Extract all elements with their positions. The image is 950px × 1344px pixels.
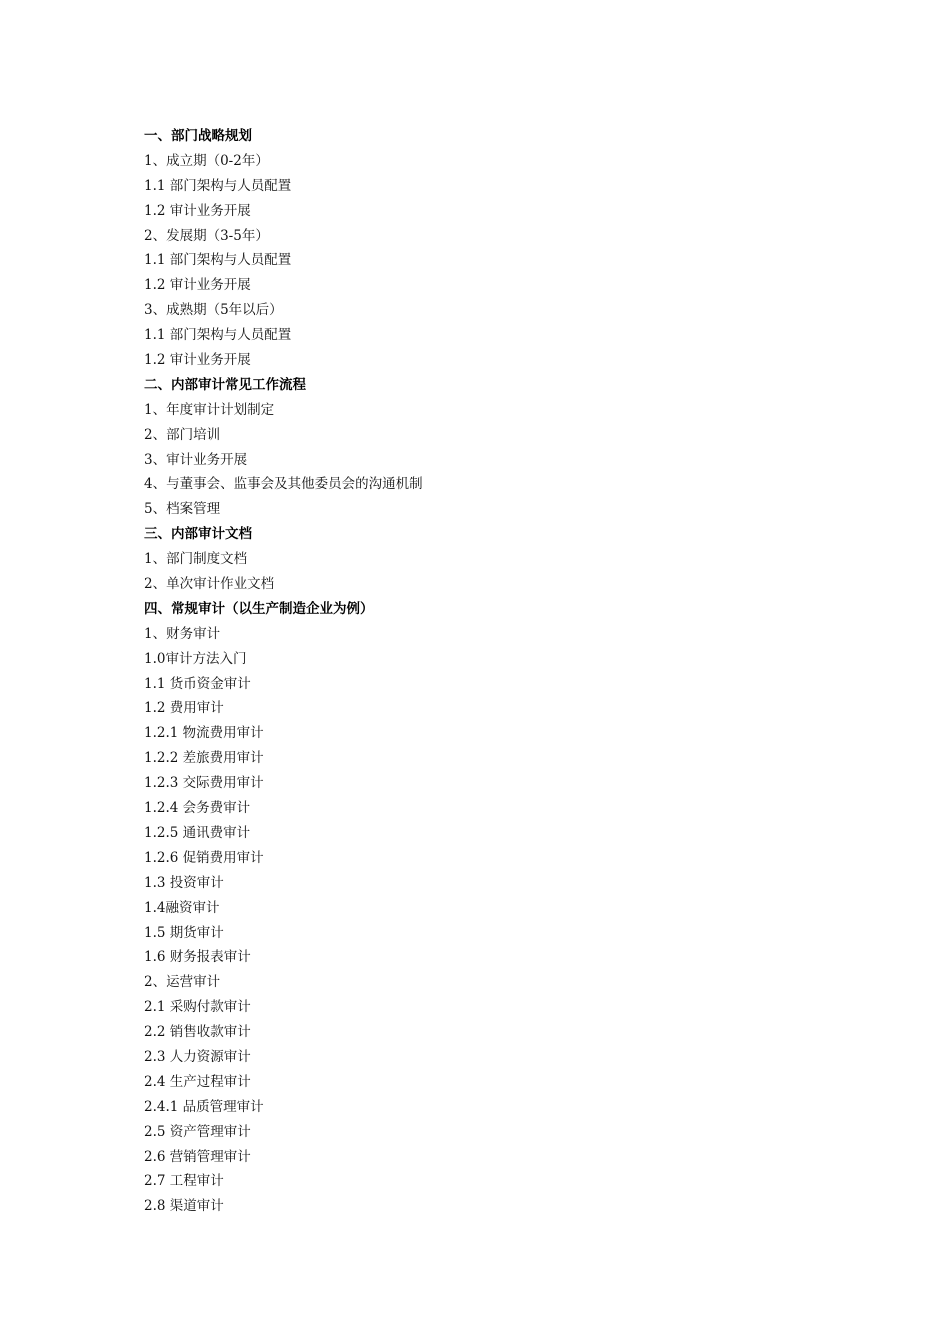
outline-item: 1.2 费用审计 xyxy=(144,700,224,717)
outline-item: 2.8 渠道审计 xyxy=(144,1198,224,1215)
outline-item: 1.1 部门架构与人员配置 xyxy=(144,177,292,194)
outline-item: 1.1 部门架构与人员配置 xyxy=(144,327,292,344)
outline-item: 1、部门制度文档 xyxy=(144,551,248,568)
outline-item: 3、审计业务开展 xyxy=(144,451,248,468)
section-heading: 四、常规审计（以生产制造企业为例） xyxy=(144,600,374,617)
outline-item: 1.2.4 会务费审计 xyxy=(144,800,251,817)
outline-item: 1.1 部门架构与人员配置 xyxy=(144,252,292,269)
outline-item: 1.2.2 差旅费用审计 xyxy=(144,750,264,767)
outline-item: 1.2.1 物流费用审计 xyxy=(144,725,264,742)
outline-item: 2.3 人力资源审计 xyxy=(144,1048,251,1065)
outline-item: 1.2.6 促销费用审计 xyxy=(144,849,264,866)
outline-item: 1、成立期（0-2年） xyxy=(144,152,269,169)
outline-item: 2.4 生产过程审计 xyxy=(144,1073,251,1090)
section-heading: 二、内部审计常见工作流程 xyxy=(144,376,306,393)
outline-item: 1.2.3 交际费用审计 xyxy=(144,775,264,792)
outline-item: 1.6 财务报表审计 xyxy=(144,949,251,966)
outline-item: 2.1 采购付款审计 xyxy=(144,999,251,1016)
outline-item: 4、与董事会、监事会及其他委员会的沟通机制 xyxy=(144,476,423,493)
outline-item: 2.2 销售收款审计 xyxy=(144,1024,251,1041)
outline-item: 2、单次审计作业文档 xyxy=(144,576,275,593)
table-of-contents xyxy=(144,124,844,1219)
outline-item: 1.2 审计业务开展 xyxy=(144,277,251,294)
outline-item: 2.7 工程审计 xyxy=(144,1173,224,1190)
outline-item: 2、发展期（3-5年） xyxy=(144,227,269,244)
outline-item: 2.5 资产管理审计 xyxy=(144,1123,251,1140)
outline-item: 5、档案管理 xyxy=(144,501,221,518)
outline-item: 2.6 营销管理审计 xyxy=(144,1148,251,1165)
outline-item: 1.1 货币资金审计 xyxy=(144,675,251,692)
outline-item: 1、年度审计计划制定 xyxy=(144,401,275,418)
outline-item: 3、成熟期（5年以后） xyxy=(144,302,283,319)
outline-item: 1、财务审计 xyxy=(144,625,221,642)
outline-item: 1.5 期货审计 xyxy=(144,924,224,941)
outline-item: 1.0审计方法入门 xyxy=(144,650,247,667)
section-heading: 三、内部审计文档 xyxy=(144,526,252,543)
outline-item: 2、运营审计 xyxy=(144,974,221,991)
outline-item: 1.2.5 通讯费审计 xyxy=(144,824,251,841)
outline-item: 2.4.1 品质管理审计 xyxy=(144,1098,264,1115)
outline-item: 1.2 审计业务开展 xyxy=(144,352,251,369)
outline-item: 1.4融资审计 xyxy=(144,899,220,916)
section-heading: 一、部门战略规划 xyxy=(144,128,252,144)
outline-item: 1.2 审计业务开展 xyxy=(144,202,251,219)
outline-item: 1.3 投资审计 xyxy=(144,874,224,891)
outline-item: 2、部门培训 xyxy=(144,426,221,443)
